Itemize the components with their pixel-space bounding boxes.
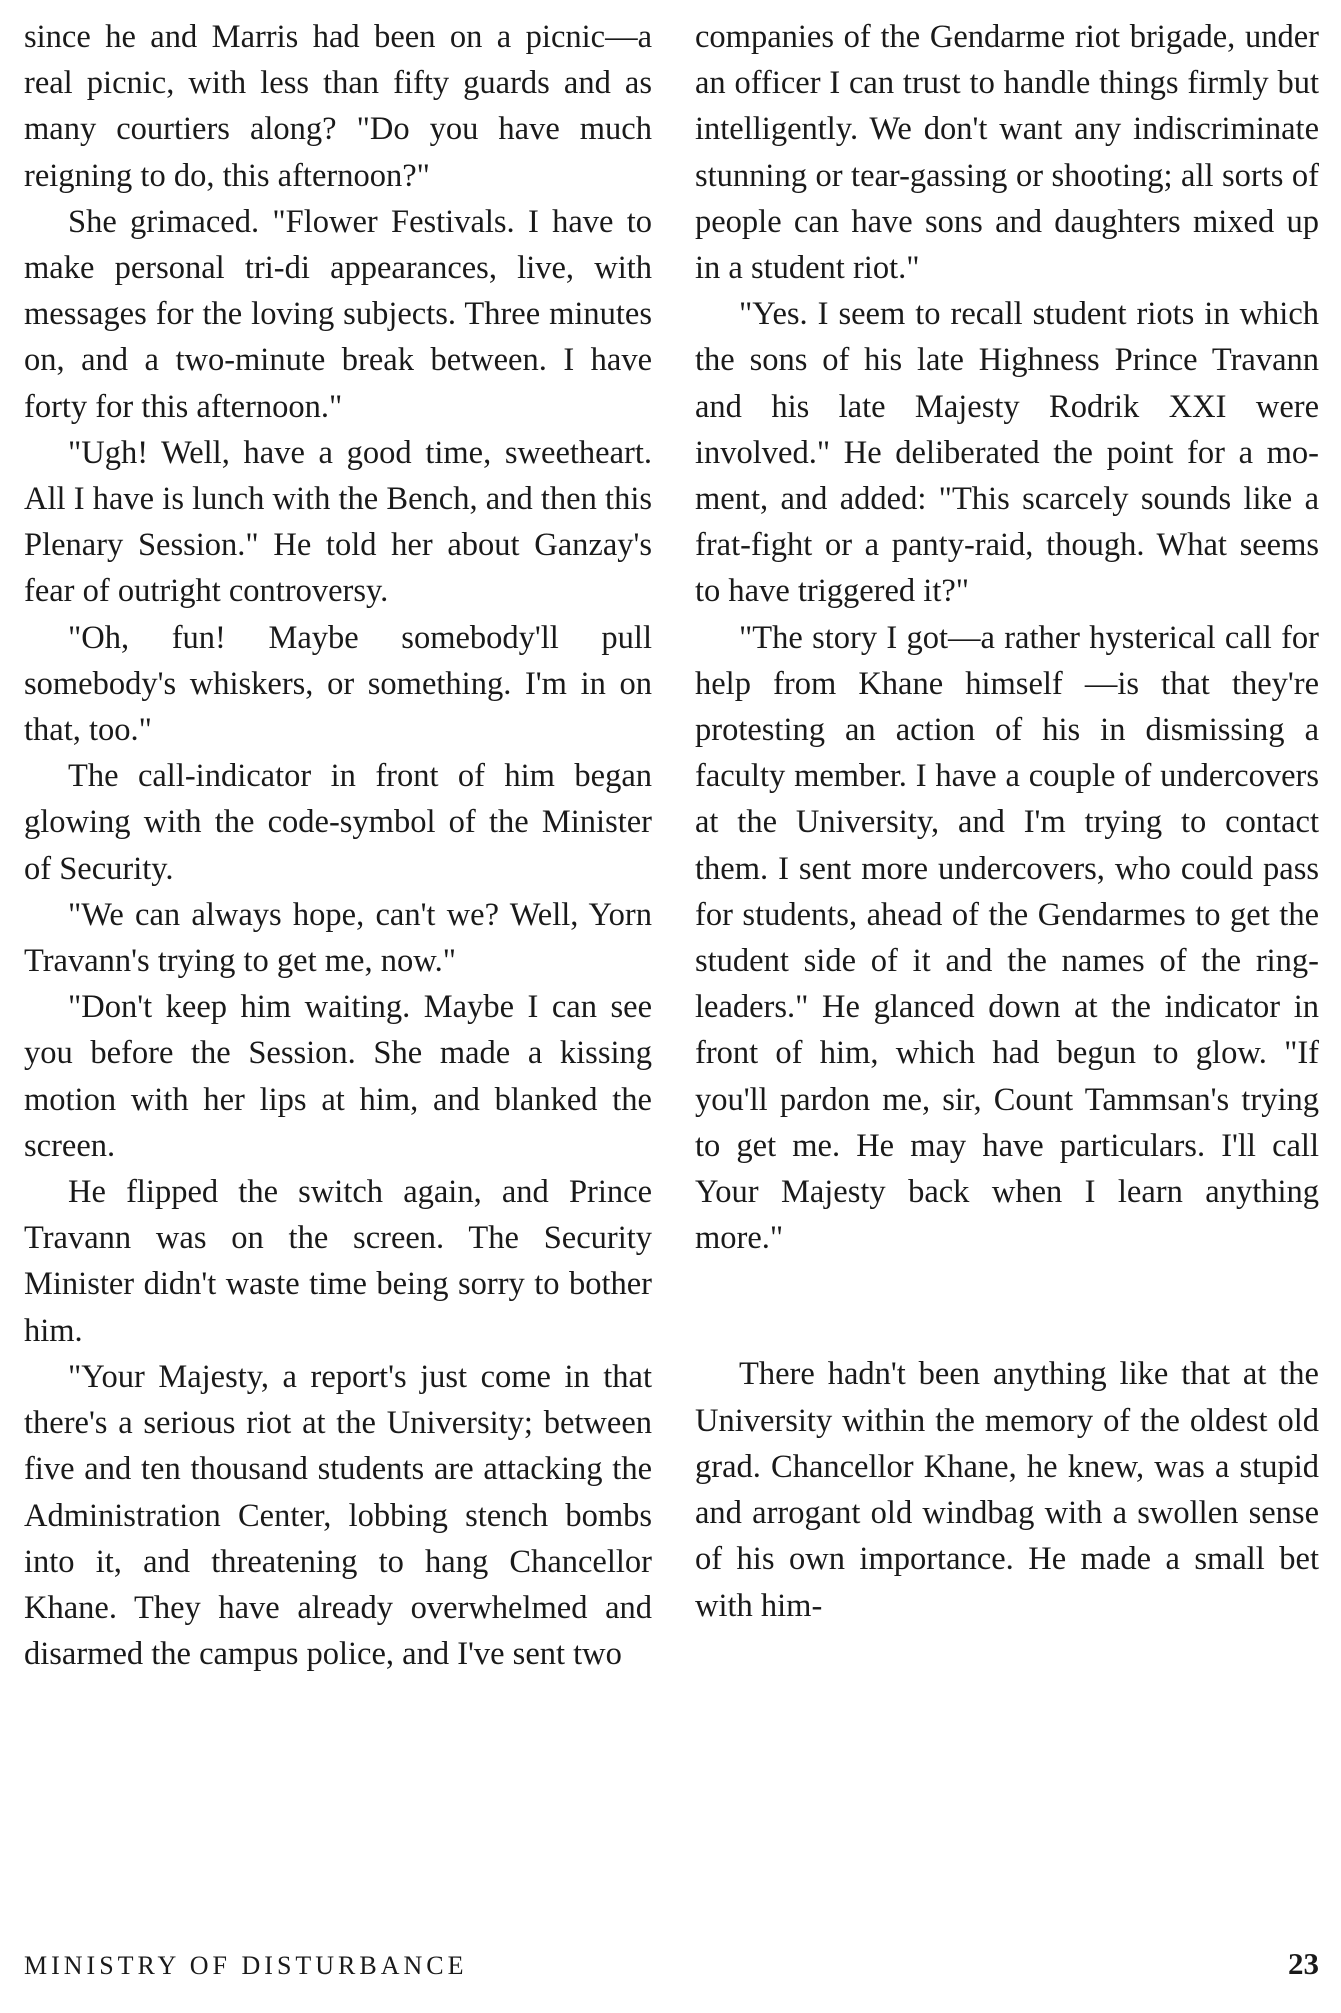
paragraph: "Don't keep him waiting. Maybe I can see you before the Session. She made a kissing motion with her lips at him, and blanked the screen. bbox=[24, 989, 652, 1164]
section-break bbox=[695, 1261, 1319, 1351]
left-text-column bbox=[24, 14, 652, 1677]
paragraph: The call-indicator in front of him began glowing with the code-symbol of the Minister of Security. bbox=[24, 758, 652, 887]
paragraph: "Yes. I seem to recall student riots in which the sons of his late Highness Prince Travann and his late Majesty Rodrik XXI were involved." He deliberated the point for a moment, and added: "This scarcely sounds like a frat-fight or a panty-raid, though. What seems to have triggered it?" bbox=[695, 296, 1319, 610]
paragraph: She grimaced. "Flower Festivals. I have to make personal tri-di appearances, live, with messages for the loving subjects. Three minutes on, and a two-minute break between. I have forty for this afternoon." bbox=[24, 203, 652, 425]
right-text-column bbox=[695, 14, 1319, 1629]
paragraph: "Oh, fun! Maybe somebody'll pull somebody's whiskers, or something. I'm in on that, too." bbox=[24, 619, 652, 749]
paragraph: "Your Majesty, a report's just come in that there's a serious riot at the University; between five and ten thousand students are attacking the Administration Center, lobbing stench bombs into it, and threatening to hang Chancellor Khane. They have already overwhelmed and disarmed the campus police, and I've sent two bbox=[24, 1358, 652, 1673]
running-title: MINISTRY OF DISTURBANCE bbox=[24, 1951, 468, 1980]
paragraph: "Ugh! Well, have a good time, sweetheart. All I have is lunch with the Bench, and then this Plenary Session." He told her about Ganzay's fear of outright controversy. bbox=[24, 434, 652, 610]
paragraph: "The story I got—a rather hysterical call for help from Khane himself —is that they're protesting an action of his in dismissing a faculty member. I have a couple of undercovers at the University, and I'm trying to contact them. I sent more undercovers, who could pass for students, ahead of the Gendarmes to get the student side of it and the names of the ringleaders." He glanced down at the indicator in front of him, which had begun to glow. "If you'll pardon me, sir, Count Tammsan's trying to get me. He may have particulars. I'll call Your Majesty back when I learn anything more." bbox=[695, 619, 1319, 1257]
paragraph: since he and Marris had been on a picnic—a real picnic, with less than fifty guards and as many courtiers along? "Do you have much reigning to do, this afternoon?" bbox=[24, 19, 652, 194]
paragraph: He flipped the switch again, and Prince Travann was on the screen. The Security Minister didn't waste time being sorry to bother him. bbox=[24, 1174, 652, 1349]
paragraph: companies of the Gendarme riot brigade, under an officer I can trust to handle things firmly but intelligently. We don't want any indiscriminate stunning or tear-gassing or shooting; all sorts of people can have sons and daughters mixed up in a student riot." bbox=[695, 19, 1319, 287]
page-footer bbox=[24, 1946, 1319, 1990]
page-number: 23 bbox=[1288, 1946, 1319, 1981]
paragraph: There hadn't been anything like that at the University within the memory of the oldest old grad. Chancellor Khane, he knew, was a stupid and arrogant old windbag with a swollen sense of his own importance. He made a small bet with him- bbox=[695, 1356, 1319, 1624]
paragraph: "We can always hope, can't we? Well, Yorn Travann's trying to get me, now." bbox=[24, 896, 652, 980]
